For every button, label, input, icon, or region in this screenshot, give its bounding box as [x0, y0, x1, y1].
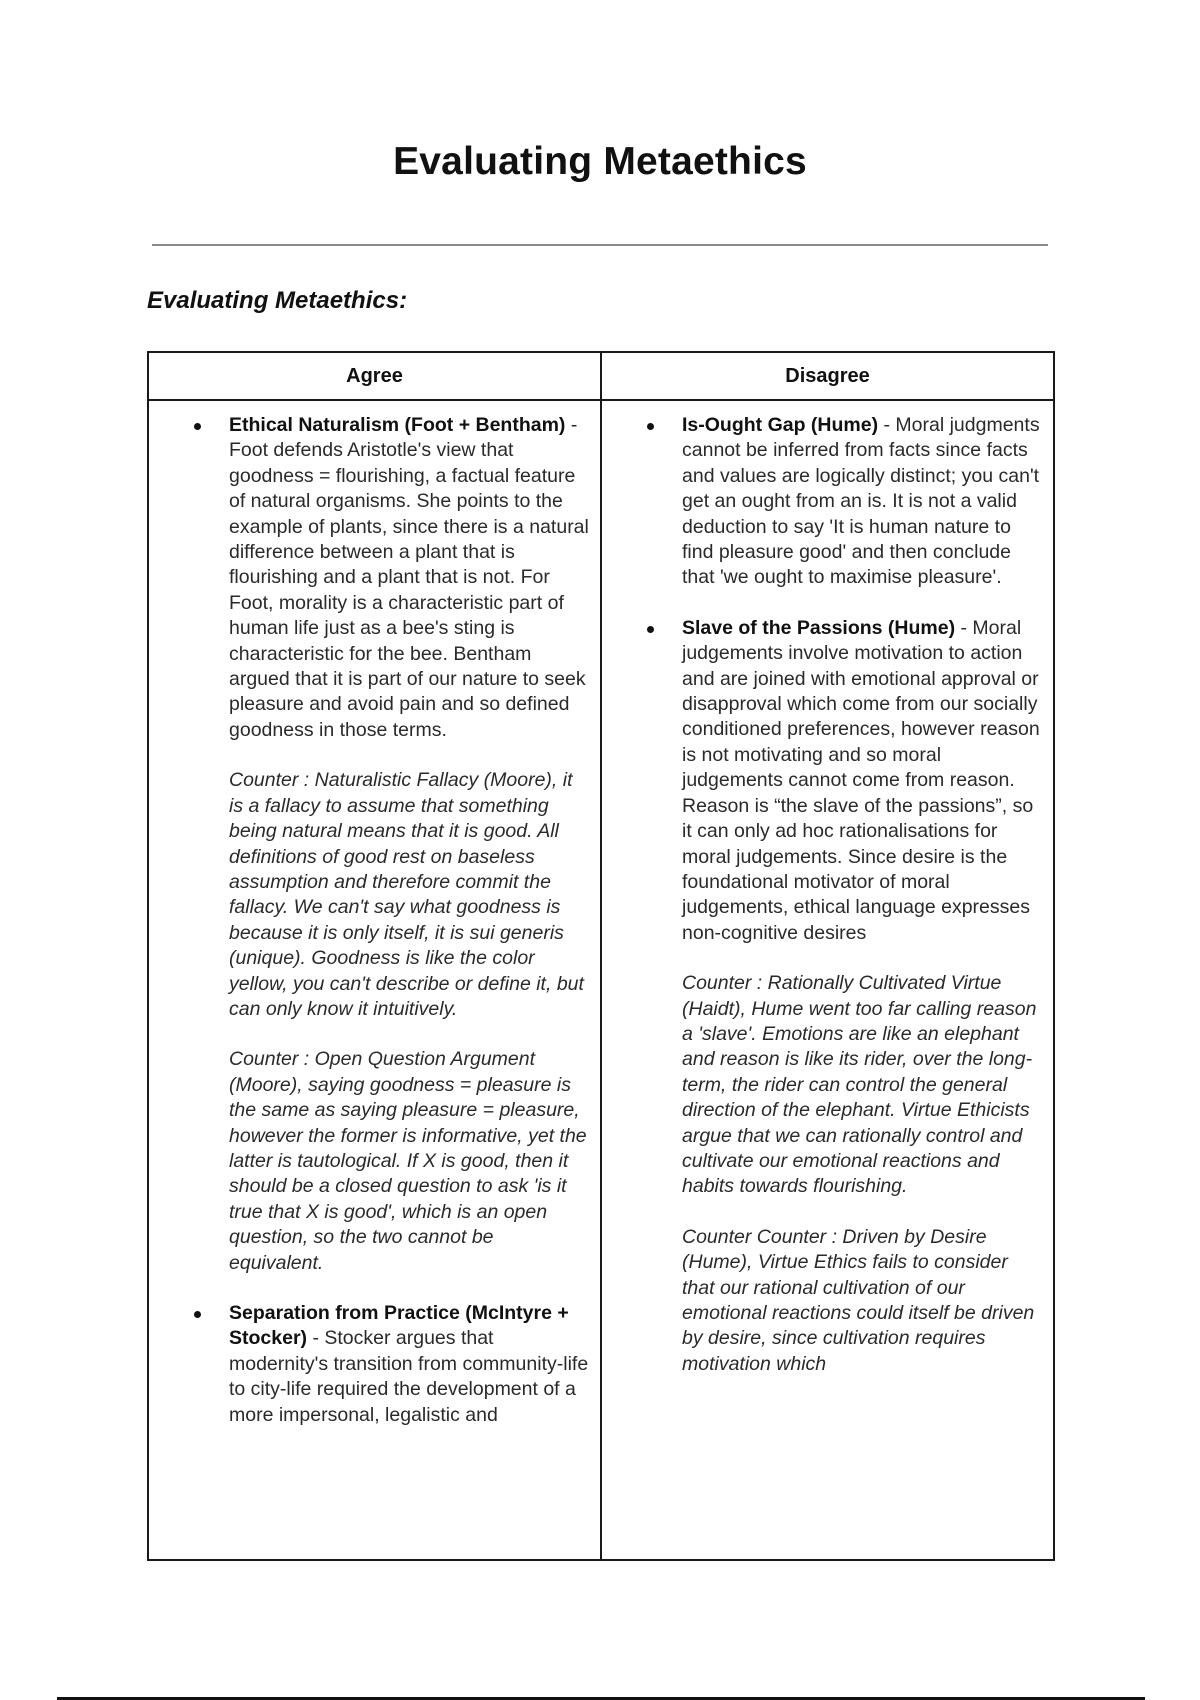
column-header-agree: Agree	[148, 352, 601, 400]
disagree-cell	[601, 400, 1054, 1560]
list-item-is-ought-gap	[682, 413, 1045, 591]
bullet-icon	[194, 423, 201, 430]
table-row	[148, 400, 1054, 1560]
item-title: Separation from Practice (McIntyre + Stocker)	[229, 1302, 569, 1350]
item-separator: -	[878, 414, 896, 436]
list-item-ethical-naturalism	[229, 413, 590, 743]
item-body: Stocker argues that modernity's transition from community-life to city-life required the development of a more impersonal, legalistic and	[229, 1327, 589, 1426]
agree-cell	[148, 400, 601, 1560]
list-item-slave-of-the-passions	[682, 616, 1045, 946]
item-title: Is-Ought Gap (Hume)	[682, 414, 879, 436]
table-header-row	[148, 352, 1054, 400]
section-heading: Evaluating Metaethics:	[147, 287, 408, 314]
counter-open-question-argument: Counter : Open Question Argument (Moore), saying goodness = pleasure is the same as saying pleasure = pleasure, however the former is informative, yet the latter is tautological. If X is good, then it should be a closed question to ask 'is it true that X is good', which is an open question, so the two cannot be equivalent.	[229, 1048, 587, 1274]
column-header-disagree: Disagree	[601, 352, 1054, 400]
item-body: Foot defends Aristotle's view that goodness = flourishing, a factual feature of natural organisms. She points to the example of plants, since there is a natural difference between a plant that is flourishing and a plant that is not. For Foot, morality is a characteristic part of human life just as a bee's sting is characteristic for the bee. Bentham argued that it is part of our nature to seek pleasure and avoid pain and so defined goodness in those terms.	[229, 439, 589, 741]
item-title: Slave of the Passions (Hume)	[682, 616, 956, 639]
item-title: Ethical Naturalism (Foot + Bentham)	[229, 414, 566, 436]
item-body: Moral judgements involve motivation to action and are joined with emotional approval or disapproval which come from our socially conditioned preferences, however reason is not motivating and so moral judgements cannot come from reason. Reason is “the slave of the passions”, so it can only ad hoc rationalisations for moral judgements. Since desire is the foundational motivator of moral judgements, ethical language expresses non-cognitive desires	[682, 616, 1040, 944]
agree-disagree-table	[147, 351, 1055, 1561]
bullet-icon	[194, 1311, 201, 1318]
item-separator: -	[955, 616, 973, 639]
counter-naturalistic-fallacy: Counter : Naturalistic Fallacy (Moore), it is a fallacy to assume that something being natural means that it is good. All definitions of good rest on baseless assumption and therefore commit the fallacy. We can't say what goodness is because it is only itself, it is sui generis (unique). Goodness is like the color yellow, you can't describe or define it, but can only know it intuitively.	[229, 769, 584, 1020]
list-item-separation-from-practice	[229, 1301, 590, 1428]
document-title: Evaluating Metaethics	[393, 140, 807, 183]
title-divider	[152, 244, 1048, 246]
item-separator: -	[307, 1327, 325, 1350]
bullet-icon	[647, 423, 654, 430]
counter-rationally-cultivated-virtue: Counter : Rationally Cultivated Virtue (Haidt), Hume went too far calling reason a 'slave'. Emotions are like an elephant and reason is like its rider, over the long-term, the rider can control the general direction of the elephant. Virtue Ethicists argue that we can rationally control and cultivate our emotional reactions and habits towards flourishing.	[682, 972, 1037, 1198]
counter-counter-driven-by-desire: Counter Counter : Driven by Desire (Hume), Virtue Ethics fails to consider that our rational cultivation of our emotional reactions could itself be driven by desire, since cultivation requires motivation which	[682, 1225, 1035, 1375]
item-separator: -	[565, 414, 578, 436]
item-body: Moral judgments cannot be inferred from facts since facts and values are logically distinct; you can't get an ought from an is. It is not a valid deduction to say 'It is human nature to find pleasure good' and then conclude that 'we ought to maximise pleasure'.	[682, 414, 1040, 589]
bullet-icon	[647, 626, 654, 633]
